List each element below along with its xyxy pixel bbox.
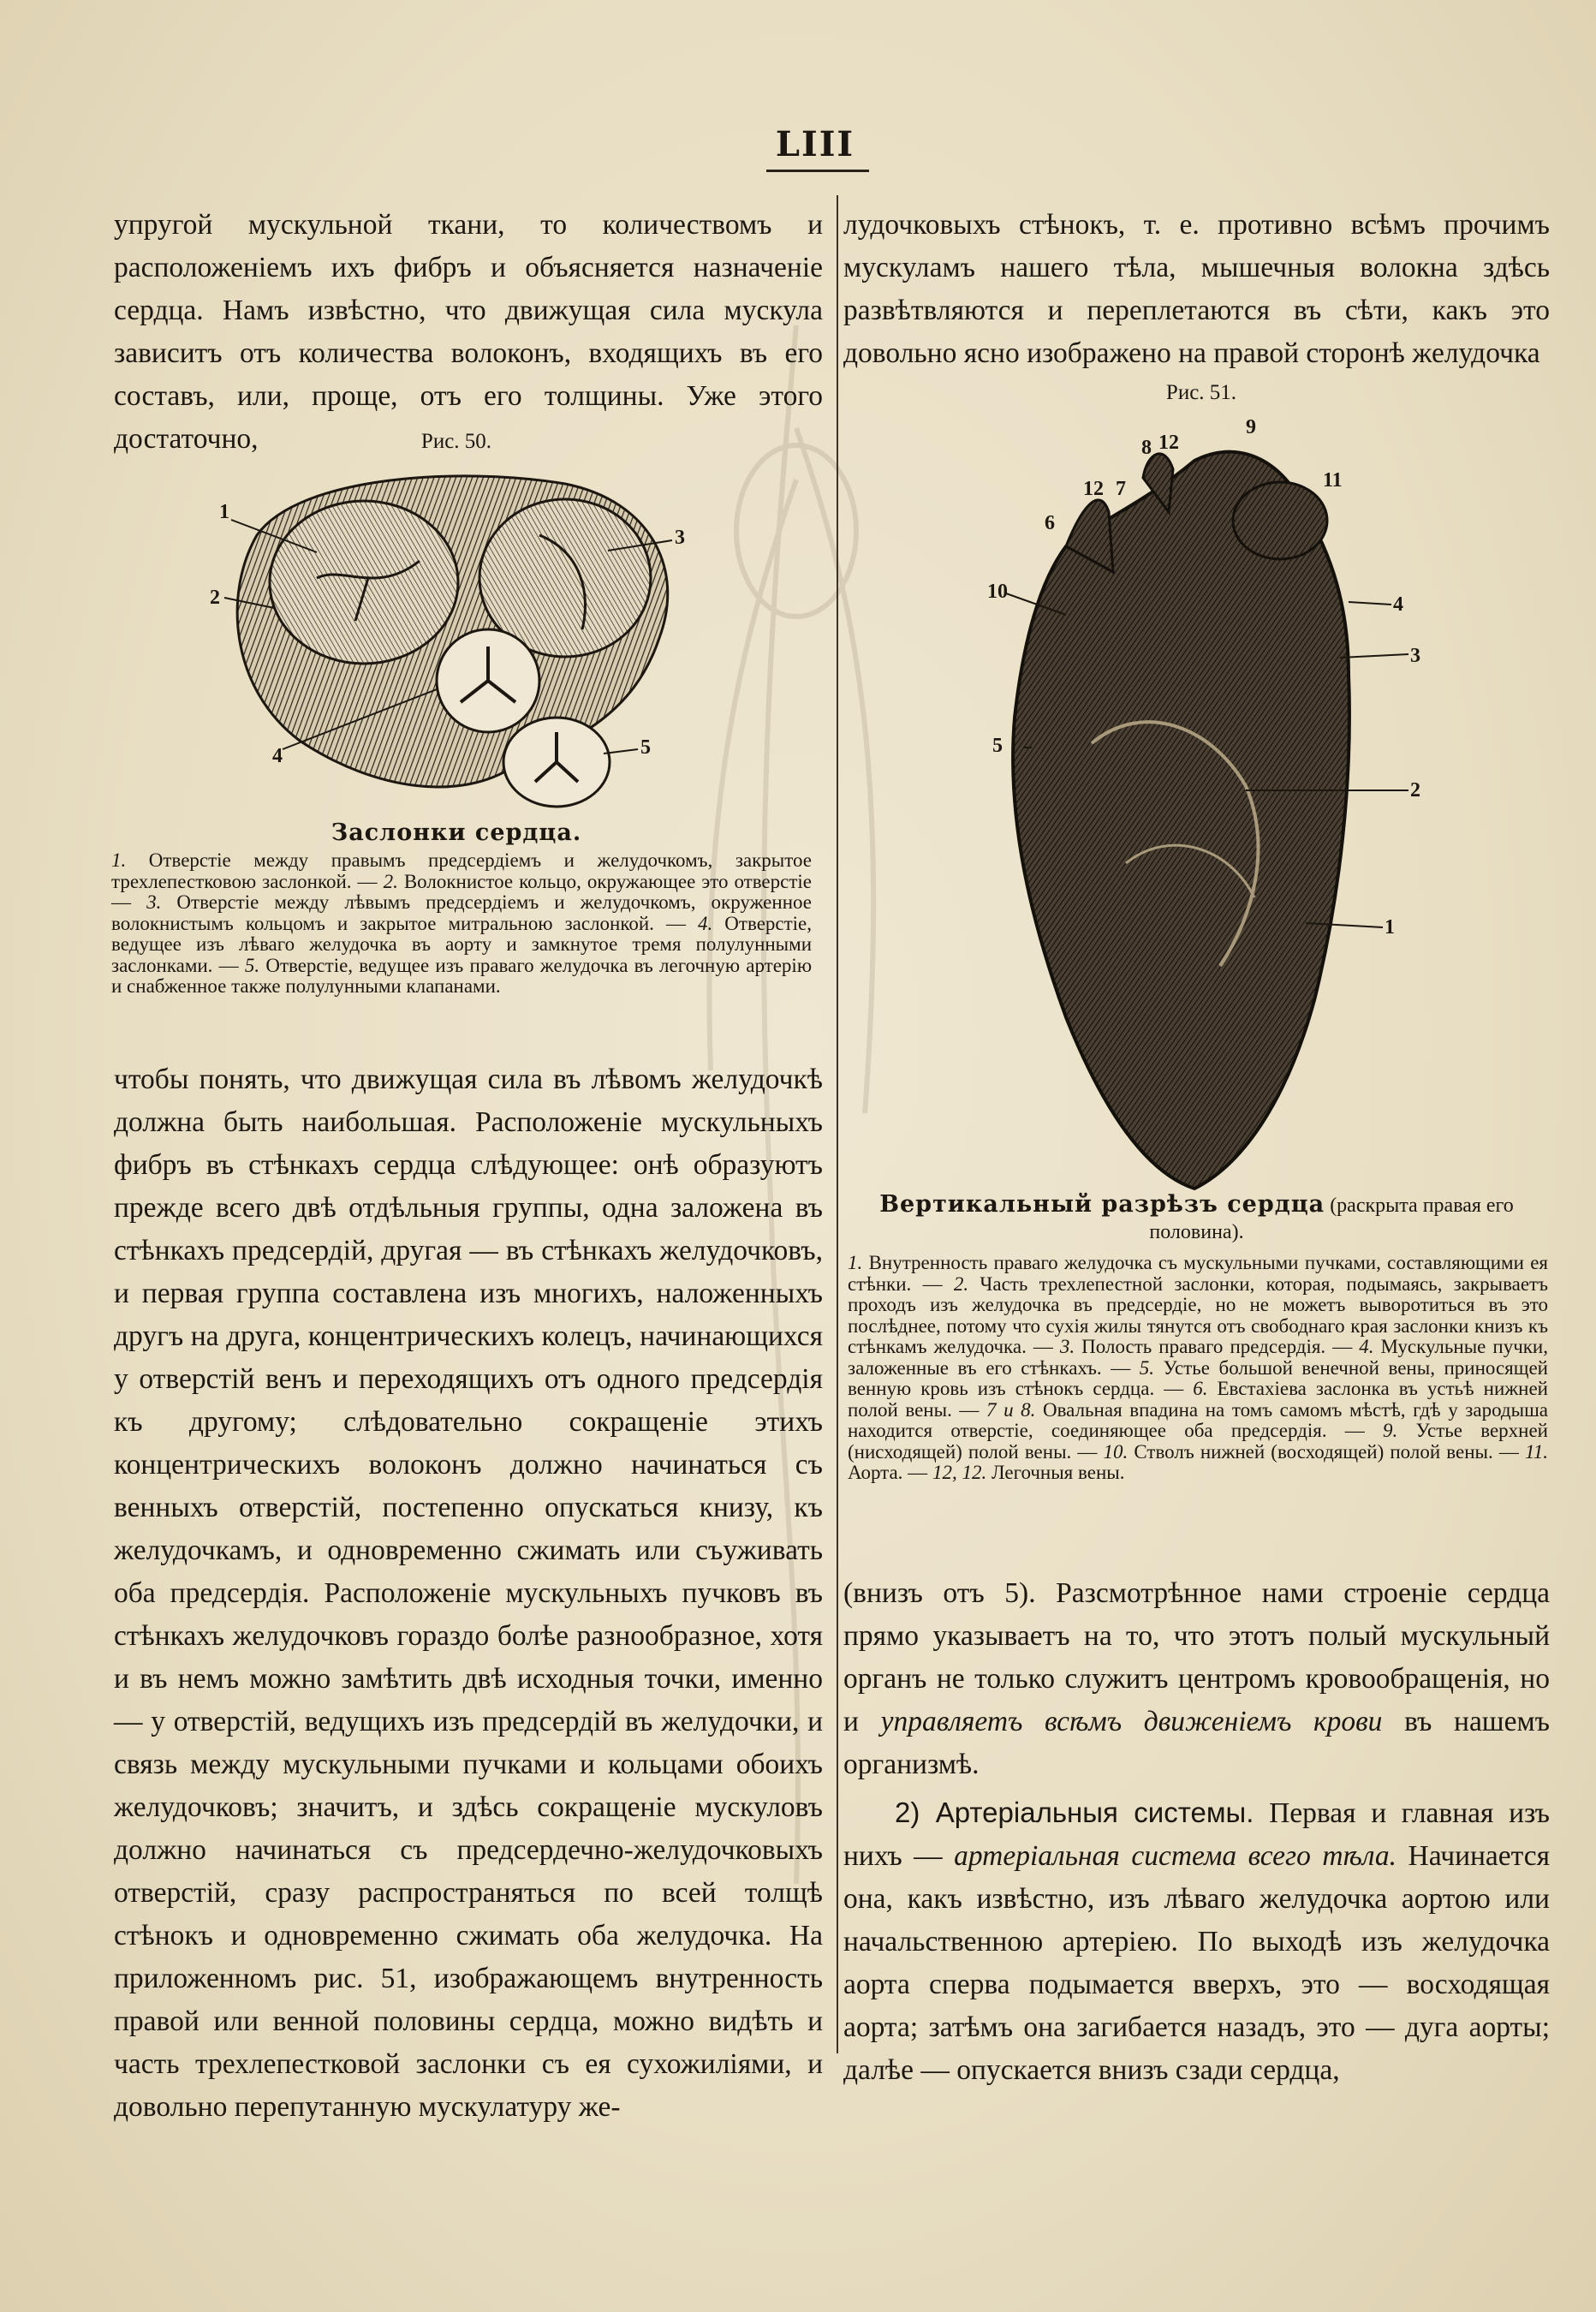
caption-text: Евстахіева заслонка въ устьѣ нижней полой вены. — bbox=[848, 1378, 1548, 1421]
caption-text: Отверстіе между правымъ предсердіемъ и желудочкомъ, закрытое трехлепестковою заслонкой. — bbox=[111, 849, 812, 892]
figure-51-heart-section-illustration bbox=[972, 418, 1434, 1197]
caption-number: 2. bbox=[383, 870, 398, 892]
caption-text: Внутренность праваго желудочка съ мускульными пучками, составляющими ея стѣнки. — bbox=[848, 1252, 1548, 1295]
paragraph: упругой мускульной ткани, то количествомъ и расположеніемъ ихъ фибръ и объясняется назначеніе сердца. Намъ извѣстно, что движущая сила мускула зависитъ отъ количества волоконъ, входящихъ въ его составъ, или, проще, отъ его толщины. Уже этого достаточно, bbox=[114, 209, 823, 455]
text-run: (внизъ отъ 5). Разсмотрѣнное нами строеніе сердца прямо указываетъ на то, что этотъ полый мускульный органъ не только служитъ центромъ кровообращенія, но и bbox=[843, 1577, 1550, 1737]
caption-number: 11. bbox=[1524, 1440, 1548, 1463]
emphasis: управляетъ всѣмъ движеніемъ крови bbox=[880, 1706, 1383, 1737]
section-heading: 2) Артеріальныя системы. bbox=[895, 1797, 1254, 1828]
caption-text: Легочныя вены. bbox=[986, 1462, 1125, 1483]
caption-number: 5. bbox=[1139, 1356, 1154, 1379]
figure-50-heart-valves-illustration bbox=[205, 458, 685, 818]
caption-number: 10. bbox=[1103, 1440, 1129, 1463]
caption-text: Часть трехлепестной заслонки, которая, подымаясь, закрываетъ проходъ изъ желудочка въ предсердіе, но не можетъ выворотиться въ это послѣднее, потому что сухія жилы тянутся отъ свободнаго края заслонки книзъ къ стѣнкамъ желудочка. — bbox=[848, 1272, 1548, 1357]
right-column-bottom-text bbox=[843, 1572, 1550, 2092]
caption-number: 1. bbox=[848, 1252, 863, 1273]
figure-51-title-main: Вертикальный разрѣзъ сердца bbox=[879, 1191, 1325, 1218]
caption-number: 12, 12. bbox=[932, 1462, 987, 1483]
callout-3: 3 bbox=[675, 527, 685, 549]
figure-50-caption bbox=[111, 850, 812, 998]
callout-4: 4 bbox=[1393, 593, 1403, 616]
caption-text: Отверстіе, ведущее изъ праваго желудочка въ легочную артерію и снабженное также полулунными клапанами. bbox=[111, 954, 813, 997]
caption-text: Стволъ нижней (восходящей) полой вены. — bbox=[1128, 1440, 1525, 1463]
caption-text: Отверстіе между лѣвымъ предсердіемъ и желудочкомъ, окруженное волокнистымъ кольцомъ и закрытое митральною заслонкой. — bbox=[111, 891, 813, 934]
column-divider bbox=[837, 195, 838, 2053]
caption-number: 4. bbox=[1359, 1336, 1374, 1357]
figure-51-caption bbox=[848, 1253, 1548, 1484]
caption-number: 1. bbox=[111, 849, 127, 871]
callout-4: 4 bbox=[272, 745, 283, 767]
callout-1: 1 bbox=[1385, 916, 1395, 939]
figure-50-label: Рис. 50. bbox=[420, 430, 492, 453]
caption-text: Аорта. — bbox=[848, 1462, 932, 1483]
caption-text: Устье верхней (нисходящей) полой вены. — bbox=[848, 1420, 1548, 1463]
callout-3: 3 bbox=[1410, 645, 1420, 667]
caption-number: 9. bbox=[1383, 1420, 1398, 1441]
caption-number: 2. bbox=[953, 1272, 969, 1295]
caption-text: Волокнистое кольцо, окружающее это отверстіе — bbox=[111, 870, 812, 913]
text-run: Первая и главная изъ нихъ — bbox=[843, 1797, 1551, 1872]
callout-5: 5 bbox=[640, 736, 651, 759]
callout-12-left: 12 bbox=[1083, 478, 1104, 500]
callout-5: 5 bbox=[992, 735, 1003, 757]
right-column-top-paragraph bbox=[843, 204, 1550, 375]
page-number: LIII bbox=[775, 124, 855, 164]
caption-text: Устье большой венечной вены, приносящей венную кровь изъ стѣнокъ сердца. — bbox=[848, 1356, 1548, 1399]
paragraph: лудочковыхъ стѣнокъ, т. е. противно всѣмъ прочимъ мускуламъ нашего тѣла, мышечныя волокна здѣсь развѣтвляются и переплетаются въ сѣти, какъ это довольно ясно изображено на правой сторонѣ желудочка bbox=[843, 209, 1550, 369]
callout-6: 6 bbox=[1045, 512, 1055, 534]
callout-8: 8 bbox=[1141, 437, 1152, 459]
callout-12-top: 12 bbox=[1158, 432, 1179, 454]
callout-1: 1 bbox=[219, 501, 229, 523]
callout-2: 2 bbox=[210, 587, 220, 609]
figure-50-title: Заслонки сердца. bbox=[331, 819, 582, 846]
figure-51-subtitle: (раскрыта правая его половина). bbox=[1149, 1195, 1514, 1243]
caption-number: 4. bbox=[698, 912, 713, 934]
caption-number: 6. bbox=[1193, 1378, 1208, 1399]
caption-number: 3. bbox=[1059, 1336, 1075, 1357]
caption-number: 7 и 8. bbox=[986, 1398, 1036, 1421]
text-run: Начинается она, какъ извѣстно, изъ лѣваго желудочка аортою или начальственною артеріею. По выходѣ изъ желудочка аорта сперва подымается вверхъ, это — восходящая аорта; затѣмъ она загибается назадъ, это — дуга аорты; далѣе — опускается внизъ сзади сердца, bbox=[843, 1840, 1550, 2086]
callout-7: 7 bbox=[1116, 478, 1126, 500]
emphasis: артеріальная система всего тѣла. bbox=[954, 1840, 1397, 1872]
caption-number: 5. bbox=[244, 954, 260, 976]
caption-text: Отверстіе, ведущее изъ лѣваго желудочка въ аорту и замкнутое тремя полулунными заслонками. — bbox=[111, 912, 813, 976]
header-rule bbox=[766, 170, 869, 172]
callout-11: 11 bbox=[1323, 469, 1343, 492]
figure-51-label: Рис. 51. bbox=[1165, 381, 1237, 404]
text-run: въ нашемъ организмѣ. bbox=[843, 1706, 1550, 1780]
callout-10: 10 bbox=[987, 581, 1008, 603]
figure-51-title bbox=[843, 1192, 1550, 1245]
callout-2: 2 bbox=[1410, 779, 1420, 801]
paragraph bbox=[843, 1791, 1550, 2092]
callout-9: 9 bbox=[1246, 418, 1256, 438]
caption-text: Овальная впадина на томъ самомъ мѣстѣ, гдѣ у зародыша находится отверстіе, соединяющее оба предсердія. — bbox=[848, 1398, 1548, 1441]
caption-text: Мускульные пучки, заложенные въ его стѣнкахъ. — bbox=[848, 1336, 1548, 1379]
caption-number: 3. bbox=[146, 891, 162, 913]
paragraph: чтобы понять, что движущая сила въ лѣвомъ желудочкѣ должна быть наибольшая. Расположеніе мускульныхъ фибръ въ стѣнкахъ сердца слѣдующее: онѣ образуютъ прежде всего двѣ отдѣльныя группы, одна заложена въ стѣнкахъ предсердій, другая — въ стѣнкахъ желудочковъ, и первая группа составлена изъ многихъ, наложенныхъ другъ на друга, концентрическихъ колецъ, начинающихся у отверстій венъ и переходящихъ отъ одного предсердія къ другому; слѣдовательно сокращеніе этихъ концентрическихъ волоконъ должно начинаться съ венныхъ отверстій, постепенно опускаться книзу, къ желудочкамъ, и одновременно сжимать или съуживать оба предсердія. Расположеніе мускульныхъ пучковъ въ стѣнкахъ желудочковъ гораздо болѣе разнообразное, хотя и въ немъ можно замѣтить двѣ исходныя точки, именно — у отверстій, ведущихъ изъ предсердій въ желудочки, и связь между мускульными пучками и кольцами обоихъ желудочковъ; значитъ, и здѣсь сокращеніе мускуловъ должно начинаться съ предсердечно-желудочковыхъ отверстій, сразу распространяться по всей толщѣ стѣнокъ и одновременно сжимать оба желудочка. На приложенномъ рис. 51, изображающемъ внутренность правой или венной половины сердца, можно видѣть и часть трехлепестковой заслонки съ ея сухожиліями, и довольно перепутанную мускулатуру же- bbox=[114, 1064, 823, 2123]
left-column-main-paragraph bbox=[114, 1058, 823, 2129]
paragraph bbox=[843, 1572, 1550, 1786]
caption-text: Полость праваго предсердія. — bbox=[1075, 1336, 1360, 1357]
